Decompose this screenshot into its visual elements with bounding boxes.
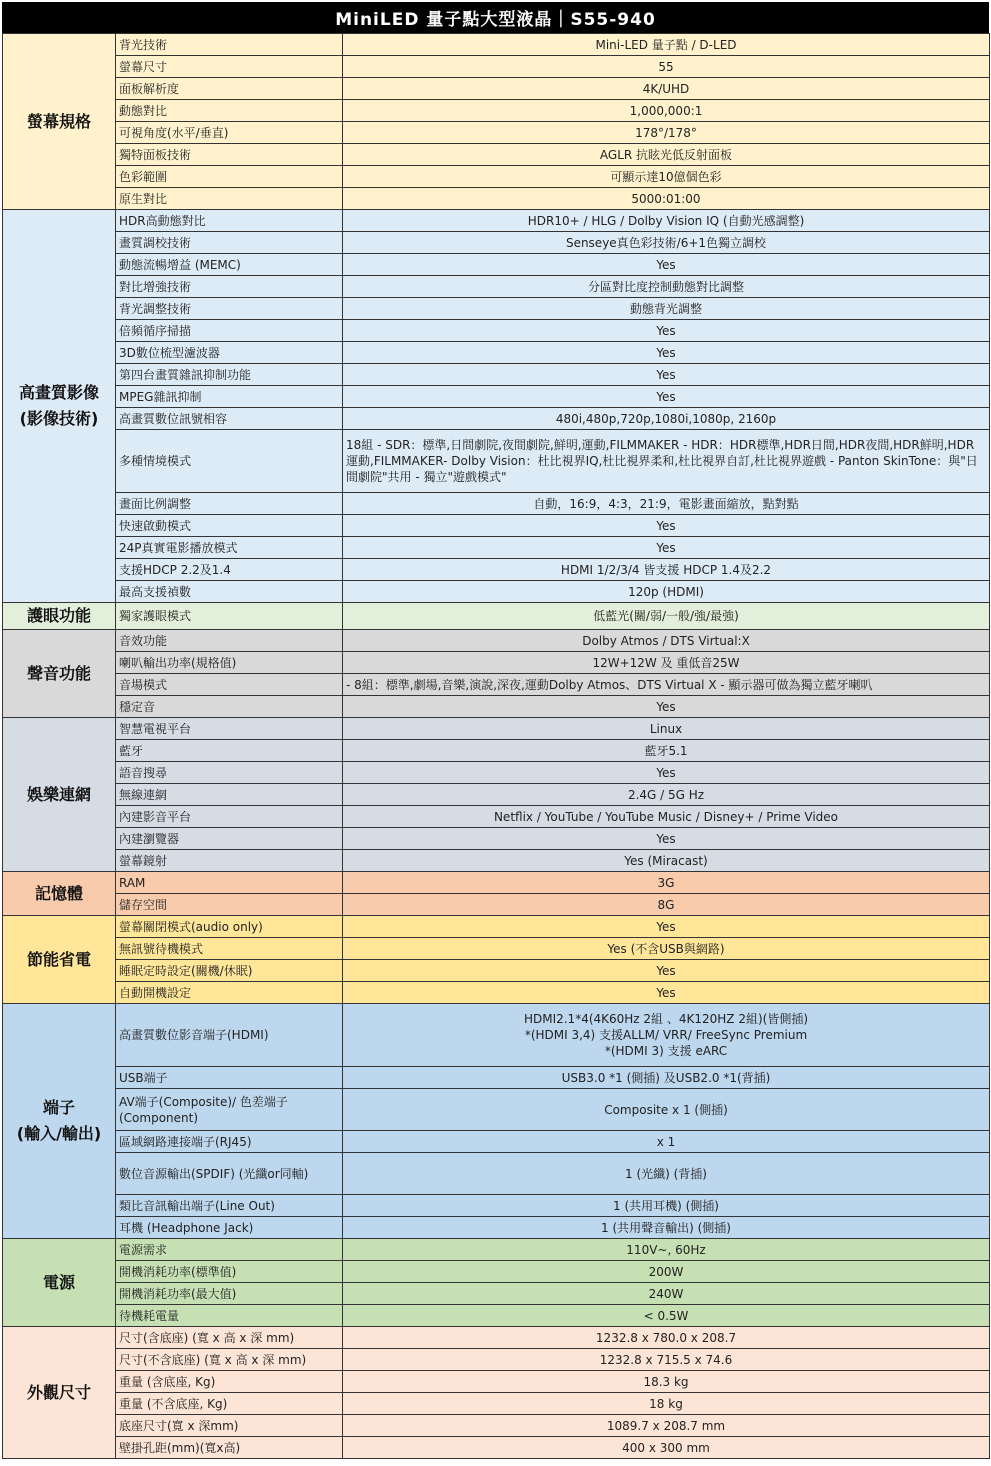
spec-value: Yes [343,364,990,386]
table-row [3,100,990,122]
table-row [3,559,990,581]
table-row [3,342,990,364]
table-row [3,232,990,254]
table-row [3,298,990,320]
spec-value: Linux [343,718,990,740]
spec-value: Yes [343,537,990,559]
spec-label: 類比音訊輸出端子(Line Out) [116,1195,343,1217]
spec-label: 螢幕關閉模式(audio only) [116,916,343,938]
spec-value: 1232.8 x 780.0 x 208.7 [343,1327,990,1349]
table-row [3,828,990,850]
spec-value: Yes [343,320,990,342]
table-row [3,960,990,982]
spec-value: 178°/178° [343,122,990,144]
spec-label: USB端子 [116,1067,343,1089]
spec-label: 待機耗電量 [116,1305,343,1327]
spec-value: - 8組：標準,劇場,音樂,演說,深夜,運動Dolby Atmos、DTS Virtual X - 顯示器可做為獨立藍牙喇叭 [343,674,990,696]
spec-label: 高畫質數位影音端子(HDMI) [116,1004,343,1067]
spec-label: 高畫質數位訊號相容 [116,408,343,430]
table-row [3,144,990,166]
spec-value: x 1 [343,1131,990,1153]
table-row [3,916,990,938]
spec-label: 重量 (含底座, Kg) [116,1371,343,1393]
spec-label: 喇叭輸出功率(規格值) [116,652,343,674]
spec-label: 尺寸(不含底座) (寬 x 高 x 深 mm) [116,1349,343,1371]
table-row [3,581,990,603]
spec-label: 最高支援禎數 [116,581,343,603]
page-title: MiniLED 量子點大型液晶｜S55-940 [2,2,989,33]
spec-sheet [2,2,989,1459]
table-row [3,1305,990,1327]
table-row [3,493,990,515]
table-row [3,276,990,298]
table-row [3,1349,990,1371]
table-row [3,210,990,232]
spec-label: AV端子(Composite)/ 色差端子(Component) [116,1089,343,1131]
spec-label: 快速啟動模式 [116,515,343,537]
table-row [3,894,990,916]
category-cell: 護眼功能 [3,603,116,630]
spec-value: 可顯示達10億個色彩 [343,166,990,188]
category-cell: 外觀尺寸 [3,1327,116,1459]
spec-value: 4K/UHD [343,78,990,100]
spec-label: 背光調整技術 [116,298,343,320]
table-row [3,1327,990,1349]
table-row [3,872,990,894]
spec-label: 動態流暢增益 (MEMC) [116,254,343,276]
spec-label: 音場模式 [116,674,343,696]
table-row [3,122,990,144]
spec-label: HDR高動態對比 [116,210,343,232]
category-cell: 聲音功能 [3,630,116,718]
table-row [3,1004,990,1067]
spec-value: 110V~, 60Hz [343,1239,990,1261]
spec-value: Yes [343,342,990,364]
spec-value: Yes [343,386,990,408]
spec-label: 自動開機設定 [116,982,343,1004]
table-row [3,1283,990,1305]
spec-label: 開機消耗功率(最大值) [116,1283,343,1305]
spec-value: 1089.7 x 208.7 mm [343,1415,990,1437]
spec-value: 55 [343,56,990,78]
table-row [3,982,990,1004]
spec-value: < 0.5W [343,1305,990,1327]
spec-value: 400 x 300 mm [343,1437,990,1459]
table-row [3,188,990,210]
table-row [3,603,990,630]
spec-label: 原生對比 [116,188,343,210]
spec-value: Senseye真色彩技術/6+1色獨立調校 [343,232,990,254]
spec-value: Yes (Miracast) [343,850,990,872]
spec-value: HDMI 1/2/3/4 皆支援 HDCP 1.4及2.2 [343,559,990,581]
spec-label: 獨家護眼模式 [116,603,343,630]
table-row [3,1239,990,1261]
table-row [3,386,990,408]
category-cell: 高畫質影像 (影像技術) [3,210,116,603]
spec-label: 無線連網 [116,784,343,806]
category-cell: 電源 [3,1239,116,1327]
spec-value: HDR10+ / HLG / Dolby Vision IQ (自動光感調整) [343,210,990,232]
spec-label: 智慧電視平台 [116,718,343,740]
spec-label: 內建瀏覽器 [116,828,343,850]
spec-value: Yes [343,515,990,537]
table-row [3,696,990,718]
spec-value: Yes [343,828,990,850]
spec-value: 18.3 kg [343,1371,990,1393]
table-row [3,674,990,696]
category-cell: 螢幕規格 [3,34,116,210]
spec-value: Yes [343,696,990,718]
spec-value: 120p (HDMI) [343,581,990,603]
spec-value: 動態背光調整 [343,298,990,320]
table-row [3,1131,990,1153]
spec-value: Netflix / YouTube / YouTube Music / Disney+ / Prime Video [343,806,990,828]
spec-value: Mini-LED 量子點 / D-LED [343,34,990,56]
table-row [3,1195,990,1217]
spec-label: 色彩範圍 [116,166,343,188]
spec-label: 多種情境模式 [116,430,343,493]
spec-value: Dolby Atmos / DTS Virtual:X [343,630,990,652]
spec-label: 螢幕尺寸 [116,56,343,78]
spec-label: 動態對比 [116,100,343,122]
spec-label: 畫質調校技術 [116,232,343,254]
spec-label: 壁掛孔距(mm)(寬x高) [116,1437,343,1459]
spec-value: 18 kg [343,1393,990,1415]
table-row [3,1371,990,1393]
table-row [3,166,990,188]
table-row [3,938,990,960]
spec-label: 3D數位梳型濾波器 [116,342,343,364]
spec-label: 可視角度(水平/垂直) [116,122,343,144]
spec-label: 第四台畫質雜訊抑制功能 [116,364,343,386]
spec-value: 12W+12W 及 重低音25W [343,652,990,674]
spec-label: 對比增強技術 [116,276,343,298]
spec-value: Yes [343,916,990,938]
spec-value: 200W [343,1261,990,1283]
spec-label: 底座尺寸(寬 x 深mm) [116,1415,343,1437]
table-row [3,1437,990,1459]
spec-value: 低藍光(關/弱/一般/強/最強) [343,603,990,630]
table-row [3,56,990,78]
spec-label: 語音搜尋 [116,762,343,784]
spec-value: 480i,480p,720p,1080i,1080p, 2160p [343,408,990,430]
spec-label: 畫面比例調整 [116,493,343,515]
spec-label: 面板解析度 [116,78,343,100]
spec-label: 重量 (不含底座, Kg) [116,1393,343,1415]
table-row [3,364,990,386]
spec-value: Yes [343,982,990,1004]
table-row [3,1217,990,1239]
spec-label: 數位音源輸出(SPDIF) (光纖or同軸) [116,1153,343,1195]
spec-value: 5000:01:00 [343,188,990,210]
table-row [3,652,990,674]
spec-value: 2.4G / 5G Hz [343,784,990,806]
spec-label: 獨特面板技術 [116,144,343,166]
table-row [3,630,990,652]
spec-label: MPEG雜訊抑制 [116,386,343,408]
table-row [3,1153,990,1195]
table-row [3,718,990,740]
spec-label: 背光技術 [116,34,343,56]
spec-value: 藍牙5.1 [343,740,990,762]
spec-value: 1 (共用聲音輸出) (側插) [343,1217,990,1239]
spec-label: 無訊號待機模式 [116,938,343,960]
spec-label: 睡眠定時設定(關機/休眠) [116,960,343,982]
spec-label: 開機消耗功率(標準值) [116,1261,343,1283]
spec-table [2,33,990,1459]
spec-value: 8G [343,894,990,916]
spec-label: 內建影音平台 [116,806,343,828]
spec-label: 支援HDCP 2.2及1.4 [116,559,343,581]
spec-label: 穩定音 [116,696,343,718]
spec-value: Yes [343,254,990,276]
spec-value: 18組 - SDR：標準,日間劇院,夜間劇院,鮮明,運動,FILMMAKER - HDR：HDR標準,HDR日間,HDR夜間,HDR鮮明,HDR運動,FILMMAKER- Dolby Vision：杜比視界IQ,杜比視界柔和,杜比視界自訂,杜比視界遊戲 - Panton SkinTone：與"日間劇院"共用 - 獨立"遊戲模式" [343,430,990,493]
table-row [3,762,990,784]
table-row [3,34,990,56]
spec-label: 電源需求 [116,1239,343,1261]
table-row [3,254,990,276]
table-row [3,515,990,537]
spec-value: 3G [343,872,990,894]
spec-label: 24P真實電影播放模式 [116,537,343,559]
table-row [3,850,990,872]
spec-value: Yes [343,762,990,784]
spec-value: USB3.0 *1 (側插) 及USB2.0 *1(背插) [343,1067,990,1089]
table-row [3,78,990,100]
spec-value: Composite x 1 (側插) [343,1089,990,1131]
category-cell: 端子 (輸入/輸出) [3,1004,116,1239]
table-row [3,1261,990,1283]
spec-value: AGLR 抗眩光低反射面板 [343,144,990,166]
spec-label: 區域網路連接端子(RJ45) [116,1131,343,1153]
spec-value: 1232.8 x 715.5 x 74.6 [343,1349,990,1371]
category-cell: 娛樂連網 [3,718,116,872]
spec-value: 240W [343,1283,990,1305]
table-row [3,537,990,559]
table-row [3,320,990,342]
spec-value: 1 (光纖) (背插) [343,1153,990,1195]
spec-label: 尺寸(含底座) (寬 x 高 x 深 mm) [116,1327,343,1349]
table-row [3,1415,990,1437]
spec-label: 音效功能 [116,630,343,652]
table-row [3,430,990,493]
table-row [3,740,990,762]
table-row [3,408,990,430]
spec-value: 1 (共用耳機) (側插) [343,1195,990,1217]
category-cell: 記憶體 [3,872,116,916]
spec-value: Yes [343,960,990,982]
spec-table-body [3,34,990,1459]
table-row [3,784,990,806]
table-row [3,1067,990,1089]
table-row [3,1393,990,1415]
spec-label: 螢幕鏡射 [116,850,343,872]
spec-value: 自動，16:9，4:3，21:9，電影畫面縮放，點對點 [343,493,990,515]
spec-value: HDMI2.1*4(4K60Hz 2組 、4K120HZ 2組)(皆側插) *(HDMI 3,4) 支援ALLM/ VRR/ FreeSync Premium *(HDMI 3) 支援 eARC [343,1004,990,1067]
spec-value: 分區對比度控制動態對比調整 [343,276,990,298]
spec-value: 1,000,000:1 [343,100,990,122]
spec-label: 耳機 (Headphone Jack) [116,1217,343,1239]
table-row [3,1089,990,1131]
spec-label: 倍頻循序掃描 [116,320,343,342]
spec-label: 藍牙 [116,740,343,762]
spec-value: Yes (不含USB與網路) [343,938,990,960]
spec-label: RAM [116,872,343,894]
category-cell: 節能省電 [3,916,116,1004]
table-row [3,806,990,828]
spec-label: 儲存空間 [116,894,343,916]
